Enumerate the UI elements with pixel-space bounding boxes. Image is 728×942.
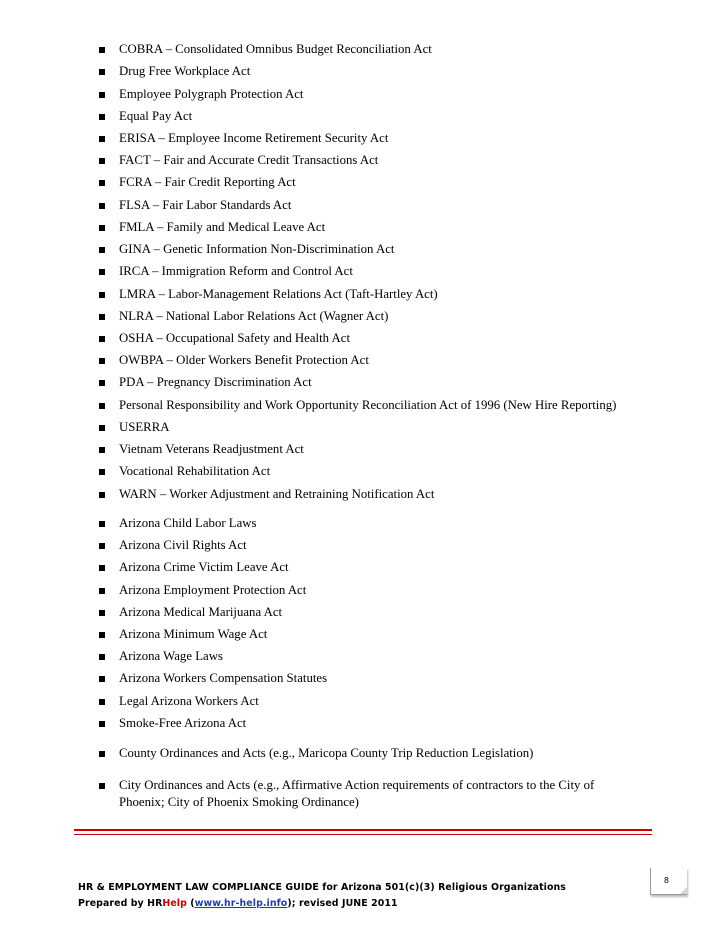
page-curl-icon — [680, 887, 687, 894]
prepared-by-text: Prepared by HR — [78, 898, 163, 909]
bullet-icon — [99, 610, 105, 616]
bullet-icon — [99, 699, 105, 705]
list-item: Arizona Medical Marijuana Act — [119, 605, 283, 619]
list-item: FLSA – Fair Labor Standards Act — [119, 198, 292, 212]
bullet-icon — [99, 588, 105, 594]
footer-divider-thin — [74, 834, 652, 835]
list-item: Arizona Civil Rights Act — [119, 538, 247, 552]
list-item: County Ordinances and Acts (e.g., Maricopa County Trip Reduction Legislation) — [119, 746, 534, 760]
list-item: PDA – Pregnancy Discrimination Act — [119, 375, 312, 389]
bullet-icon — [99, 783, 105, 789]
list-item: Arizona Crime Victim Leave Act — [119, 560, 289, 574]
bullet-icon — [99, 203, 105, 209]
list-item: Vocational Rehabilitation Act — [119, 464, 271, 478]
bullet-icon — [99, 492, 105, 498]
bullet-icon — [99, 403, 105, 409]
bullet-icon — [99, 521, 105, 527]
list-item: City Ordinances and Acts (e.g., Affirmative Action requirements of contractors to the City of Phoenix; City of Phoenix Smoking Ordinance) — [119, 778, 595, 809]
list-item: USERRA — [119, 420, 170, 434]
bullet-icon — [99, 336, 105, 342]
website-link[interactable]: www.hr-help.info — [194, 898, 288, 909]
list-item: OSHA – Occupational Safety and Health Act — [119, 331, 350, 345]
bullet-icon — [99, 225, 105, 231]
list-item: ERISA – Employee Income Retirement Security Act — [119, 131, 389, 145]
page-number-box — [650, 868, 687, 895]
bullet-icon — [99, 469, 105, 475]
footer-title: HR & EMPLOYMENT LAW COMPLIANCE GUIDE for Arizona 501(c)(3) Religious Organizations — [78, 882, 566, 893]
list-item: Employee Polygraph Protection Act — [119, 87, 304, 101]
footer — [78, 880, 638, 912]
bullet-icon — [99, 180, 105, 186]
list-item: COBRA – Consolidated Omnibus Budget Reconciliation Act — [119, 42, 432, 56]
bullet-icon — [99, 314, 105, 320]
bullet-icon — [99, 425, 105, 431]
bullet-icon — [99, 92, 105, 98]
bullet-icon — [99, 380, 105, 386]
bullet-icon — [99, 158, 105, 164]
brand-help-text: Help — [162, 898, 187, 909]
list-item: Arizona Workers Compensation Statutes — [119, 671, 328, 685]
bullet-icon — [99, 69, 105, 75]
bullet-icon — [99, 721, 105, 727]
bullet-icon — [99, 47, 105, 53]
list-item: NLRA – National Labor Relations Act (Wagner Act) — [119, 309, 389, 323]
list-item: Drug Free Workplace Act — [119, 64, 251, 78]
bullet-icon — [99, 136, 105, 142]
list-item: FCRA – Fair Credit Reporting Act — [119, 175, 296, 189]
list-item: Smoke-Free Arizona Act — [119, 716, 247, 730]
bullet-icon — [99, 358, 105, 364]
list-item: Arizona Wage Laws — [119, 649, 223, 663]
list-item: Equal Pay Act — [119, 109, 193, 123]
bullet-icon — [99, 543, 105, 549]
list-item: LMRA – Labor-Management Relations Act (Taft-Hartley Act) — [119, 287, 438, 301]
open-paren: ( — [186, 898, 195, 909]
list-item: Vietnam Veterans Readjustment Act — [119, 442, 304, 456]
bullet-icon — [99, 565, 105, 571]
bullet-icon — [99, 269, 105, 275]
bullet-icon — [99, 676, 105, 682]
list-item: Personal Responsibility and Work Opportunity Reconciliation Act of 1996 (New Hire Reporting) — [119, 398, 617, 412]
list-item: Arizona Child Labor Laws — [119, 516, 257, 530]
list-item: Legal Arizona Workers Act — [119, 694, 259, 708]
footer-divider-thick — [74, 829, 652, 831]
list-item: Arizona Employment Protection Act — [119, 583, 307, 597]
list-item: OWBPA – Older Workers Benefit Protection Act — [119, 353, 369, 367]
page-number: 8 — [663, 876, 669, 885]
list-item: GINA – Genetic Information Non-Discrimination Act — [119, 242, 395, 256]
revised-text: ); revised JUNE 2011 — [287, 898, 398, 909]
list-item: FMLA – Family and Medical Leave Act — [119, 220, 326, 234]
bullet-icon — [99, 447, 105, 453]
list-item: WARN – Worker Adjustment and Retraining Notification Act — [119, 487, 435, 501]
list-item: FACT – Fair and Accurate Credit Transactions Act — [119, 153, 379, 167]
bullet-icon — [99, 292, 105, 298]
list-item: Arizona Minimum Wage Act — [119, 627, 268, 641]
footer-prepared-by — [78, 896, 638, 912]
list-item: IRCA – Immigration Reform and Control Act — [119, 264, 353, 278]
bullet-icon — [99, 247, 105, 253]
bullet-icon — [99, 114, 105, 120]
bullet-icon — [99, 654, 105, 660]
bullet-icon — [99, 751, 105, 757]
bullet-icon — [99, 632, 105, 638]
